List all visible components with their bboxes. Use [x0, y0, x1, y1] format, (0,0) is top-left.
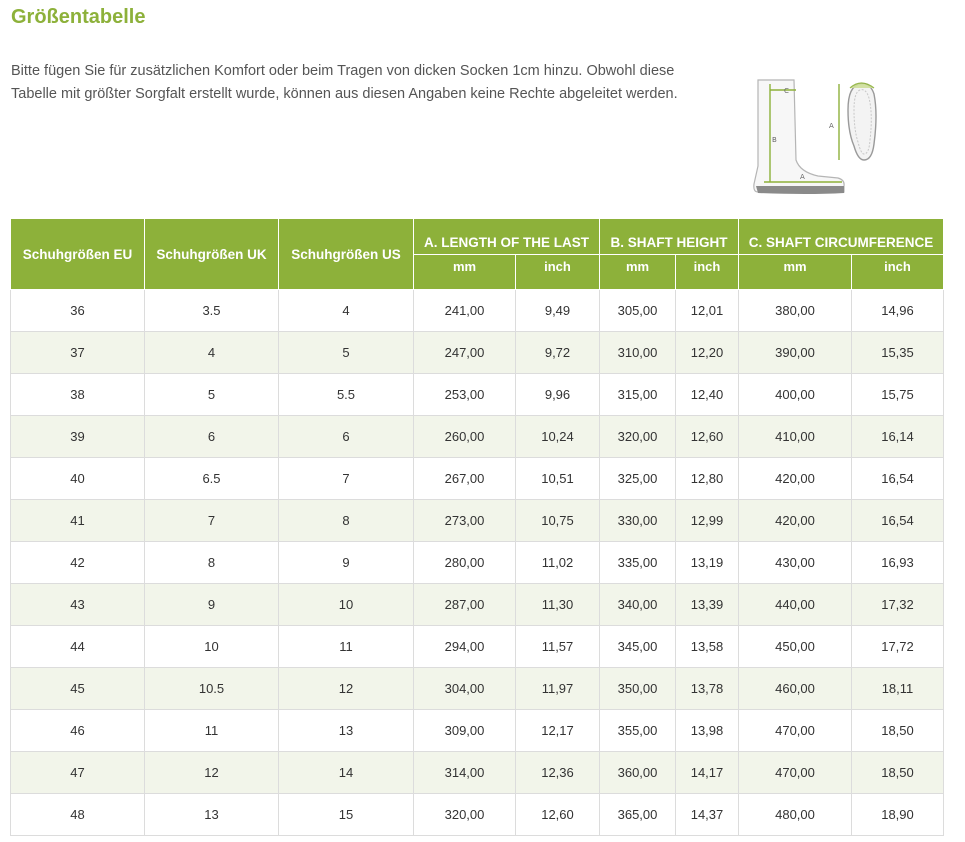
header-eu: Schuhgrößen EU: [11, 219, 145, 290]
table-row: [11, 626, 944, 668]
cell-uk-size: 10: [145, 626, 279, 668]
label-a-sole: A: [829, 122, 834, 130]
table-row: [11, 584, 944, 626]
cell-length-mm: 247,00: [414, 332, 516, 374]
cell-circ-inch: 18,50: [852, 710, 944, 752]
cell-height-mm: 310,00: [600, 332, 676, 374]
cell-us-size: 8: [279, 500, 414, 542]
cell-length-mm: 314,00: [414, 752, 516, 794]
cell-us-size: 11: [279, 626, 414, 668]
cell-height-mm: 345,00: [600, 626, 676, 668]
cell-uk-size: 12: [145, 752, 279, 794]
cell-circ-inch: 17,72: [852, 626, 944, 668]
cell-height-inch: 13,98: [676, 710, 739, 752]
cell-length-mm: 287,00: [414, 584, 516, 626]
cell-length-mm: 309,00: [414, 710, 516, 752]
cell-eu-size: 40: [11, 458, 145, 500]
cell-uk-size: 4: [145, 332, 279, 374]
cell-height-mm: 325,00: [600, 458, 676, 500]
header-height-inch: inch: [676, 255, 739, 290]
cell-uk-size: 3.5: [145, 290, 279, 332]
cell-height-inch: 12,40: [676, 374, 739, 416]
header-circ-mm: mm: [739, 255, 852, 290]
cell-circ-mm: 420,00: [739, 458, 852, 500]
cell-us-size: 9: [279, 542, 414, 584]
cell-length-mm: 267,00: [414, 458, 516, 500]
cell-uk-size: 13: [145, 794, 279, 836]
cell-circ-mm: 470,00: [739, 710, 852, 752]
header-shaft-circumference: C. SHAFT CIRCUMFERENCE: [739, 219, 944, 255]
cell-eu-size: 42: [11, 542, 145, 584]
cell-us-size: 12: [279, 668, 414, 710]
cell-height-mm: 320,00: [600, 416, 676, 458]
cell-height-inch: 12,20: [676, 332, 739, 374]
cell-circ-inch: 16,14: [852, 416, 944, 458]
table-row: [11, 332, 944, 374]
cell-circ-mm: 420,00: [739, 500, 852, 542]
header-shaft-height: B. SHAFT HEIGHT: [600, 219, 739, 255]
cell-length-inch: 9,96: [516, 374, 600, 416]
cell-length-inch: 11,57: [516, 626, 600, 668]
header-length: A. LENGTH OF THE LAST: [414, 219, 600, 255]
cell-eu-size: 38: [11, 374, 145, 416]
cell-us-size: 14: [279, 752, 414, 794]
cell-circ-mm: 430,00: [739, 542, 852, 584]
cell-eu-size: 47: [11, 752, 145, 794]
table-row: [11, 794, 944, 836]
cell-length-mm: 304,00: [414, 668, 516, 710]
table-row: [11, 710, 944, 752]
cell-length-mm: 273,00: [414, 500, 516, 542]
cell-length-inch: 11,97: [516, 668, 600, 710]
cell-height-inch: 12,01: [676, 290, 739, 332]
cell-height-inch: 13,58: [676, 626, 739, 668]
table-row: [11, 668, 944, 710]
boot-sole-icon: [756, 186, 844, 194]
label-b: B: [772, 136, 777, 144]
header-uk: Schuhgrößen UK: [145, 219, 279, 290]
cell-height-inch: 12,80: [676, 458, 739, 500]
cell-uk-size: 6: [145, 416, 279, 458]
cell-uk-size: 9: [145, 584, 279, 626]
cell-length-inch: 11,02: [516, 542, 600, 584]
size-table: [10, 218, 944, 836]
cell-height-mm: 340,00: [600, 584, 676, 626]
cell-circ-inch: 15,75: [852, 374, 944, 416]
cell-length-inch: 10,75: [516, 500, 600, 542]
cell-height-mm: 365,00: [600, 794, 676, 836]
cell-height-inch: 14,37: [676, 794, 739, 836]
cell-eu-size: 45: [11, 668, 145, 710]
cell-uk-size: 10.5: [145, 668, 279, 710]
cell-circ-mm: 480,00: [739, 794, 852, 836]
cell-circ-mm: 380,00: [739, 290, 852, 332]
table-row: [11, 458, 944, 500]
cell-length-inch: 12,36: [516, 752, 600, 794]
table-row: [11, 542, 944, 584]
cell-uk-size: 11: [145, 710, 279, 752]
cell-circ-inch: 18,50: [852, 752, 944, 794]
cell-circ-inch: 18,90: [852, 794, 944, 836]
cell-circ-mm: 440,00: [739, 584, 852, 626]
cell-us-size: 10: [279, 584, 414, 626]
cell-height-mm: 360,00: [600, 752, 676, 794]
cell-circ-inch: 17,32: [852, 584, 944, 626]
cell-circ-inch: 16,93: [852, 542, 944, 584]
cell-circ-mm: 390,00: [739, 332, 852, 374]
table-header: [11, 219, 944, 290]
label-c: C: [784, 87, 789, 95]
header-us: Schuhgrößen US: [279, 219, 414, 290]
cell-us-size: 4: [279, 290, 414, 332]
label-a-side: A: [800, 173, 805, 181]
cell-length-inch: 10,51: [516, 458, 600, 500]
page-title: Größentabelle: [11, 6, 146, 28]
cell-length-inch: 12,60: [516, 794, 600, 836]
cell-length-mm: 320,00: [414, 794, 516, 836]
cell-circ-mm: 450,00: [739, 626, 852, 668]
table-row: [11, 290, 944, 332]
cell-length-inch: 10,24: [516, 416, 600, 458]
cell-us-size: 15: [279, 794, 414, 836]
cell-height-inch: 12,99: [676, 500, 739, 542]
cell-height-inch: 14,17: [676, 752, 739, 794]
cell-uk-size: 7: [145, 500, 279, 542]
cell-circ-mm: 470,00: [739, 752, 852, 794]
header-height-mm: mm: [600, 255, 676, 290]
cell-circ-inch: 14,96: [852, 290, 944, 332]
table-row: [11, 500, 944, 542]
cell-circ-mm: 400,00: [739, 374, 852, 416]
cell-length-inch: 11,30: [516, 584, 600, 626]
cell-us-size: 5: [279, 332, 414, 374]
cell-height-inch: 12,60: [676, 416, 739, 458]
cell-height-mm: 350,00: [600, 668, 676, 710]
cell-circ-mm: 410,00: [739, 416, 852, 458]
intro-text: Bitte fügen Sie für zusätzlichen Komfort oder beim Tragen von dicken Socken 1cm hinzu. Obwohl diese Tabelle mit größter Sorgfalt erstellt wurde, können aus diesen Angaben keine Rechte abgeleitet werden.: [11, 63, 678, 102]
cell-eu-size: 43: [11, 584, 145, 626]
cell-length-inch: 12,17: [516, 710, 600, 752]
cell-us-size: 5.5: [279, 374, 414, 416]
cell-height-inch: 13,78: [676, 668, 739, 710]
cell-eu-size: 39: [11, 416, 145, 458]
cell-height-inch: 13,19: [676, 542, 739, 584]
cell-length-mm: 280,00: [414, 542, 516, 584]
cell-eu-size: 44: [11, 626, 145, 668]
cell-eu-size: 41: [11, 500, 145, 542]
cell-uk-size: 6.5: [145, 458, 279, 500]
cell-eu-size: 36: [11, 290, 145, 332]
cell-circ-inch: 16,54: [852, 500, 944, 542]
cell-circ-inch: 16,54: [852, 458, 944, 500]
boot-measurement-diagram: [748, 74, 893, 198]
table-body: [11, 290, 944, 836]
cell-length-mm: 260,00: [414, 416, 516, 458]
cell-length-mm: 241,00: [414, 290, 516, 332]
cell-us-size: 13: [279, 710, 414, 752]
cell-length-mm: 294,00: [414, 626, 516, 668]
cell-length-inch: 9,72: [516, 332, 600, 374]
cell-uk-size: 5: [145, 374, 279, 416]
cell-height-mm: 315,00: [600, 374, 676, 416]
boot-outline-icon: [754, 80, 844, 192]
header-length-mm: mm: [414, 255, 516, 290]
table-row: [11, 374, 944, 416]
sole-outline-icon: [848, 84, 876, 160]
cell-us-size: 7: [279, 458, 414, 500]
cell-length-inch: 9,49: [516, 290, 600, 332]
cell-circ-inch: 18,11: [852, 668, 944, 710]
header-length-inch: inch: [516, 255, 600, 290]
table-row: [11, 416, 944, 458]
cell-height-inch: 13,39: [676, 584, 739, 626]
cell-eu-size: 46: [11, 710, 145, 752]
header-circ-inch: inch: [852, 255, 944, 290]
table-row: [11, 752, 944, 794]
cell-height-mm: 305,00: [600, 290, 676, 332]
cell-height-mm: 335,00: [600, 542, 676, 584]
cell-height-mm: 355,00: [600, 710, 676, 752]
cell-uk-size: 8: [145, 542, 279, 584]
cell-us-size: 6: [279, 416, 414, 458]
cell-circ-mm: 460,00: [739, 668, 852, 710]
cell-eu-size: 37: [11, 332, 145, 374]
cell-eu-size: 48: [11, 794, 145, 836]
cell-length-mm: 253,00: [414, 374, 516, 416]
cell-circ-inch: 15,35: [852, 332, 944, 374]
cell-height-mm: 330,00: [600, 500, 676, 542]
